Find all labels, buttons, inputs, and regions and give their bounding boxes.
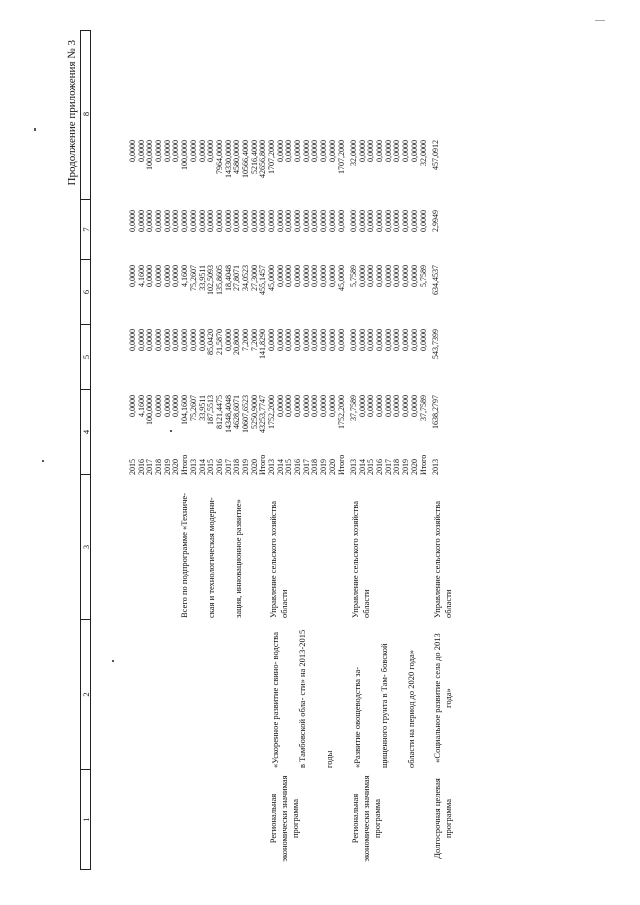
other-cell: 457,0912 [431,140,440,170]
regional-cell: 27,8071 [232,265,242,291]
federal-cell: 0,0000 [128,329,137,351]
local-cell: 0,0000 [188,210,198,232]
regional-cell: 0,0000 [275,265,285,287]
other-cell: 0,0000 [392,140,402,162]
other-cell: 1707,2000 [267,140,276,174]
regional-cell: 455,1457 [258,265,268,295]
regional-cell: 45,0000 [336,265,346,291]
year-cell: 2020 [171,459,181,475]
total-cell: 104,1600 [180,395,190,425]
total-cell: 8121,4475 [214,395,224,429]
total-cell: 14348,4048 [223,395,233,433]
total-cell: 0,0000 [401,395,411,417]
regional-cell: 0,0000 [327,265,337,287]
year-cell: 2013 [188,459,198,475]
federal-cell: 0,0000 [375,329,385,351]
year-cell: 2013 [267,459,276,475]
regional-cell: 27,3000 [249,265,259,291]
total-cell: 0,0000 [284,395,294,417]
year-cell: 2016 [375,459,385,475]
total-cell: 0,0000 [162,395,172,417]
local-cell: 0,0000 [349,210,358,232]
regional-cell: 18,4048 [223,265,233,291]
year-cell: 2018 [310,459,320,475]
year-cell: 2016 [293,459,303,475]
year-cell: 2019 [401,459,411,475]
total-cell: 0,0000 [327,395,337,417]
total-cell: 1752,2000 [336,395,346,429]
other-cell: 14330,0000 [223,140,233,178]
federal-cell: 0,0000 [392,329,402,351]
total-cell: 0,0000 [293,395,303,417]
federal-cell: 0,0000 [418,329,428,351]
year-cell: 2020 [327,459,337,475]
regional-cell: 0,0000 [293,265,303,287]
local-cell: 0,0000 [232,210,242,232]
regional-cell: 0,0000 [366,265,376,287]
regional-cell: 75,2607 [188,265,198,291]
total-cell: 4628,6071 [232,395,242,429]
federal-cell: 0,0000 [357,329,367,351]
header-col-2: 2 [81,619,91,769]
local-cell: 0,0000 [409,210,419,232]
header-col-7: 7 [81,199,91,259]
total-cell: 0,0000 [301,395,311,417]
other-cell: 4580,0000 [232,140,242,174]
total-cell: 1638,2797 [431,395,440,429]
year-cell: 2014 [357,459,367,475]
total-cell: 0,0000 [392,395,402,417]
other-cell: 0,0000 [275,140,285,162]
program-name: «Развитие овощеводства за- щищенного грунта в Там- бовской области на период до 2020 года» [352,643,416,768]
regional-cell: 0,0000 [375,265,385,287]
total-cell: 37,7589 [418,395,428,421]
total-cell: 37,7589 [349,395,358,421]
local-cell: 0,0000 [197,210,207,232]
local-cell: 0,0000 [375,210,385,232]
total-cell: 43253,7747 [258,395,268,433]
federal-cell: 0,0000 [275,329,285,351]
subprogram-total-label: Всего по подпрограмме «Техниче- ская и технологическая модерни- зация, инновационное развитие» [179,493,243,618]
year-cell: 2018 [154,459,164,475]
header-col-4: 4 [81,389,91,474]
regional-cell: 0,0000 [319,265,329,287]
local-cell: 0,0000 [357,210,367,232]
total-cell: 33,9511 [197,395,207,421]
local-cell: 2,9949 [431,210,440,232]
local-cell: 0,0000 [136,210,146,232]
total-cell: 0,0000 [357,395,367,417]
federal-cell: 0,0000 [267,329,276,351]
continuation-caption: Продолжение приложения № 3 [66,40,78,186]
year-cell: 2018 [232,459,242,475]
federal-cell: 0,0000 [145,329,155,351]
other-cell: 0,0000 [383,140,393,162]
header-col-5: 5 [81,324,91,389]
other-cell: 42656,8000 [258,140,268,178]
local-cell: 0,0000 [128,210,137,232]
regional-cell: 0,0000 [409,265,419,287]
local-cell: 0,0000 [310,210,320,232]
local-cell: 0,0000 [293,210,303,232]
year-cell: 2015 [128,459,137,475]
year-cell: 2018 [392,459,402,475]
total-cell: 0,0000 [383,395,393,417]
year-cell: 2014 [275,459,285,475]
federal-cell: 0,0000 [162,329,172,351]
regional-cell: 5,7589 [418,265,428,287]
header-col-8: 8 [81,111,91,117]
year-cell: Итого [180,454,190,475]
year-cell: Итого [336,454,346,475]
federal-cell: 0,0000 [136,329,146,351]
federal-cell: 7,2000 [249,329,259,351]
federal-cell: 0,0000 [319,329,329,351]
other-cell: 0,0000 [171,140,181,162]
other-cell: 0,0000 [357,140,367,162]
other-cell: 0,0000 [293,140,303,162]
local-cell: 0,0000 [214,210,224,232]
other-cell: 0,0000 [310,140,320,162]
year-cell: 2015 [206,459,216,475]
total-cell: 10607,6523 [240,395,250,433]
year-cell: 2015 [284,459,294,475]
regional-cell: 5,7589 [349,265,358,287]
year-cell: 2019 [162,459,172,475]
federal-cell: 0,0000 [409,329,419,351]
regional-cell: 0,0000 [128,265,137,287]
program-name: «Ускоренное развитие свино- водства в Тамбовской обла- сти» на 2013-2015 годы [270,629,334,768]
total-cell: 0,0000 [375,395,385,417]
local-cell: 0,0000 [392,210,402,232]
local-cell: 0,0000 [319,210,329,232]
other-cell: 7964,0000 [214,140,224,174]
column-header-row [80,30,91,870]
federal-cell: 543,7399 [431,329,440,359]
other-cell: 0,0000 [375,140,385,162]
regional-cell: 4,1600 [136,265,146,287]
year-cell: 2014 [197,459,207,475]
total-cell: 0,0000 [275,395,285,417]
year-cell: 2017 [383,459,393,475]
federal-cell: 141,8290 [258,329,268,359]
year-cell: 2016 [136,459,146,475]
federal-cell: 7,2000 [240,329,250,351]
other-cell: 0,0000 [128,140,137,162]
header-col-1: 1 [81,769,91,869]
total-cell: 0,0000 [310,395,320,417]
year-cell: 2013 [349,459,358,475]
regional-cell: 0,0000 [383,265,393,287]
other-cell: 100,0000 [145,140,155,170]
regional-cell: 33,9511 [197,265,207,291]
local-cell: 0,0000 [301,210,311,232]
local-cell: 0,0000 [223,210,233,232]
other-cell: 5216,4000 [249,140,259,174]
year-cell: 2017 [223,459,233,475]
regional-cell: 0,0000 [392,265,402,287]
other-cell: 32,0000 [349,140,358,166]
total-cell: 5250,9000 [249,395,259,429]
regional-cell: 135,8605 [214,265,224,295]
year-cell: 2016 [214,459,224,475]
year-cell: 2017 [301,459,311,475]
local-cell: 0,0000 [336,210,346,232]
regional-cell: 634,4537 [431,265,440,295]
other-cell: 0,0000 [409,140,419,162]
other-cell: 0,0000 [284,140,294,162]
program-type: Региональная экономически значимая программа [350,775,382,862]
year-cell: Итого [418,454,428,475]
local-cell: 0,0000 [418,210,428,232]
local-cell: 0,0000 [162,210,172,232]
federal-cell: 0,0000 [188,329,198,351]
other-cell: 0,0000 [206,140,216,162]
local-cell: 0,0000 [171,210,181,232]
local-cell: 0,0000 [206,210,216,232]
total-cell: 0,0000 [128,395,137,417]
federal-cell: 0,0000 [327,329,337,351]
federal-cell: 0,0000 [284,329,294,351]
regional-cell: 0,0000 [310,265,320,287]
other-cell: 0,0000 [319,140,329,162]
other-cell: 0,0000 [136,140,146,162]
regional-cell: 0,0000 [162,265,172,287]
federal-cell: 0,0000 [301,329,311,351]
local-cell: 0,0000 [180,210,190,232]
federal-cell: 0,0000 [336,329,346,351]
total-cell: 0,0000 [366,395,376,417]
other-cell: 0,0000 [401,140,411,162]
federal-cell: 0,0000 [293,329,303,351]
header-col-6: 6 [81,259,91,324]
local-cell: 0,0000 [366,210,376,232]
total-cell: 187,5513 [206,395,216,425]
executor: Управление сельского хозяйства области [350,500,371,618]
year-cell: 2017 [145,459,155,475]
year-cell: 2015 [366,459,376,475]
regional-cell: 0,0000 [154,265,164,287]
other-cell: 100,0000 [180,140,190,170]
program-name: «Социальное развитие села до 2013 года» [432,633,453,763]
other-cell: 0,0000 [188,140,198,162]
federal-cell: 0,0000 [180,329,190,351]
program-type: Региональная экономически значимая программа [268,775,300,862]
total-cell: 1752,2000 [267,395,276,429]
rotated-table [66,30,600,870]
other-cell: 0,0000 [327,140,337,162]
federal-cell: 21,5870 [214,329,224,355]
year-cell: 2020 [409,459,419,475]
local-cell: 0,0000 [327,210,337,232]
local-cell: 0,0000 [154,210,164,232]
federal-cell: 0,0000 [154,329,164,351]
local-cell: 0,0000 [275,210,285,232]
federal-cell: 20,8000 [232,329,242,355]
total-cell: 0,0000 [409,395,419,417]
regional-cell: 4,1600 [180,265,190,287]
other-cell: 0,0000 [162,140,172,162]
year-cell: Итого [258,454,268,475]
total-cell: 0,0000 [171,395,181,417]
other-cell: 32,0000 [418,140,428,166]
federal-cell: 0,0000 [310,329,320,351]
total-cell: 75,2607 [188,395,198,421]
regional-cell: 0,0000 [171,265,181,287]
year-cell: 2013 [431,459,440,475]
regional-cell: 0,0000 [357,265,367,287]
federal-cell: 0,0000 [383,329,393,351]
local-cell: 0,0000 [145,210,155,232]
other-cell: 0,0000 [301,140,311,162]
local-cell: 0,0000 [401,210,411,232]
total-cell: 0,0000 [154,395,164,417]
other-cell: 0,0000 [197,140,207,162]
regional-cell: 0,0000 [145,265,155,287]
federal-cell: 0,0000 [366,329,376,351]
federal-cell: 85,0420 [206,329,216,355]
total-cell: 4,1600 [136,395,146,417]
local-cell: 0,0000 [258,210,268,232]
federal-cell: 0,0000 [197,329,207,351]
total-cell: 0,0000 [319,395,329,417]
other-cell: 0,0000 [154,140,164,162]
regional-cell: 0,0000 [301,265,311,287]
other-cell: 1707,2000 [336,140,346,174]
federal-cell: 0,0000 [349,329,358,351]
executor: Управление сельского хозяйства области [432,500,453,618]
regional-cell: 34,0523 [240,265,250,291]
federal-cell: 0,0000 [401,329,411,351]
other-cell: 10566,4000 [240,140,250,178]
local-cell: 0,0000 [240,210,250,232]
executor: Управление сельского хозяйства области [268,500,289,618]
year-cell: 2019 [319,459,329,475]
year-cell: 2019 [240,459,250,475]
regional-cell: 45,0000 [267,265,276,291]
program-type: Долгосрочная целевая программа [432,778,453,859]
local-cell: 0,0000 [267,210,276,232]
header-col-3: 3 [81,474,91,619]
regional-cell: 0,0000 [284,265,294,287]
year-cell: 2020 [249,459,259,475]
local-cell: 0,0000 [249,210,259,232]
total-cell: 100,0000 [145,395,155,425]
federal-cell: 0,0000 [223,329,233,351]
local-cell: 0,0000 [284,210,294,232]
local-cell: 0,0000 [383,210,393,232]
regional-cell: 102,5093 [206,265,216,295]
federal-cell: 0,0000 [171,329,181,351]
regional-cell: 0,0000 [401,265,411,287]
other-cell: 0,0000 [366,140,376,162]
